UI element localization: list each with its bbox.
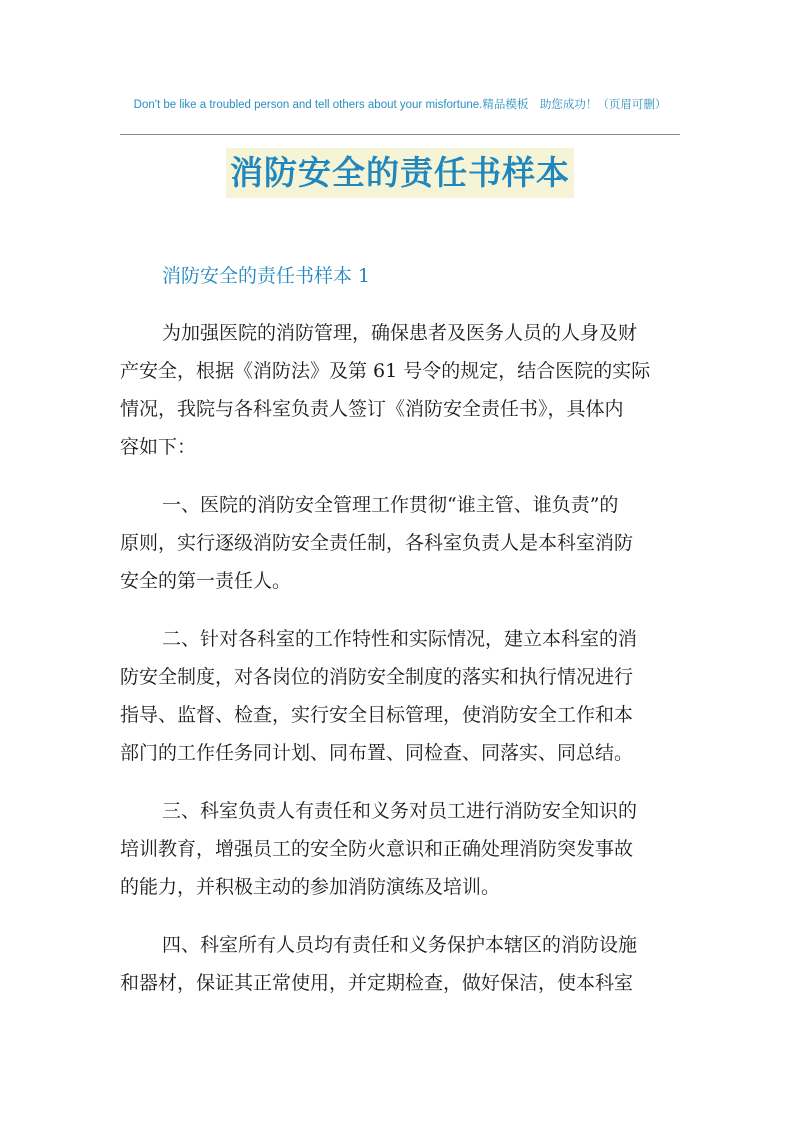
document-title: 消防安全的责任书样本 xyxy=(226,148,574,198)
paragraph-line: 安全的第一责任人。 xyxy=(120,570,292,592)
paragraph-5 xyxy=(120,926,680,1002)
paragraph-line: 三、科室负责人有责任和义务对员工进行消防安全知识的 xyxy=(162,800,638,822)
paragraph-2 xyxy=(120,486,680,600)
paragraph-line: 二、针对各科室的工作特性和实际情况，建立本科室的消 xyxy=(162,628,638,650)
paragraph-line: 的能力，并积极主动的参加消防演练及培训。 xyxy=(120,876,501,898)
paragraph-line: 容如下： xyxy=(120,436,197,458)
paragraph-line: 指导、监督、检查，实行安全目标管理，使消防安全工作和本 xyxy=(120,704,634,726)
page-header: Don't be like a troubled person and tell others about your misfortune.精品模板 助您成功！（页眉可删） xyxy=(133,99,667,111)
paragraph-line: 和器材，保证其正常使用，并定期检查，做好保洁，使本科室 xyxy=(120,972,634,994)
document-body xyxy=(120,314,680,1022)
header-divider xyxy=(120,134,680,135)
section-title: 消防安全的责任书样本 1 xyxy=(162,265,371,287)
paragraph-1 xyxy=(120,314,680,466)
paragraph-line: 为加强医院的消防管理，确保患者及医务人员的人身及财 xyxy=(162,322,638,344)
paragraph-line: 部门的工作任务同计划、同布置、同检查、同落实、同总结。 xyxy=(120,742,634,764)
paragraph-3 xyxy=(120,620,680,772)
paragraph-line: 培训教育，增强员工的安全防火意识和正确处理消防突发事故 xyxy=(120,838,634,860)
paragraph-line: 情况，我院与各科室负责人签订《消防安全责任书》，具体内 xyxy=(120,398,624,420)
paragraph-line: 四、科室所有人员均有责任和义务保护本辖区的消防设施 xyxy=(162,934,638,956)
paragraph-line: 产安全，根据《消防法》及第 61 号令的规定，结合医院的实际 xyxy=(120,360,651,382)
paragraph-line: 防安全制度，对各岗位的消防安全制度的落实和执行情况进行 xyxy=(120,666,634,688)
paragraph-4 xyxy=(120,792,680,906)
paragraph-line: 一、医院的消防安全管理工作贯彻“谁主管、谁负责”的 xyxy=(162,494,619,516)
paragraph-line: 原则，实行逐级消防安全责任制，各科室负责人是本科室消防 xyxy=(120,532,634,554)
document-title-container xyxy=(0,148,800,198)
